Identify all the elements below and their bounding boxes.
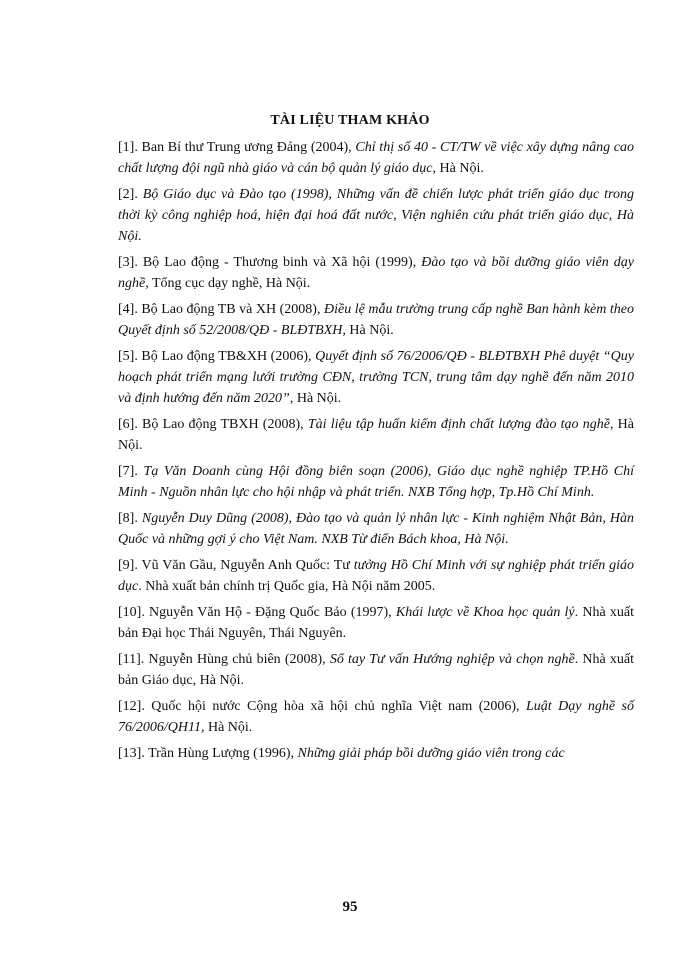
page-title: TÀI LIỆU THAM KHẢO: [270, 113, 430, 128]
reference-title-text: Tài liệu tập huấn kiểm định chất lượng đào tạo nghề: [307, 417, 610, 432]
reference-item: [118, 299, 634, 341]
reference-item: [118, 252, 634, 294]
reference-text: [13]. Trần Hùng Lượng (1996),: [118, 746, 298, 761]
reference-text: , Tổng cục dạy nghề, Hà Nội.: [145, 276, 311, 291]
reference-title-text: Tạ Văn Doanh cùng Hội đồng biên soạn (2006), Giáo dục nghề nghiệp TP.Hồ Chí Minh - Nguồn nhân lực cho hội nhập và phát triển. NXB Tổng hợp, Tp.Hồ Chí Minh.: [118, 464, 634, 500]
reference-title-text: Những giải pháp bồi dưỡng giáo viên trong các: [297, 746, 565, 761]
reference-item: [118, 184, 634, 247]
reference-title-text: tưởng Hồ Chí Minh với sự nghiệp phát triển giáo dục: [118, 558, 635, 594]
reference-text: , Hà Nội.: [432, 161, 484, 176]
reference-text: [8].: [118, 511, 142, 526]
reference-item: [118, 461, 634, 503]
reference-text: [11]. Nguyễn Hùng chủ biên (2008),: [118, 652, 330, 667]
reference-text: [1]. Ban Bí thư Trung ương Đảng (2004),: [118, 140, 356, 155]
reference-title-text: Sổ tay Tư vấn Hướng nghiệp và chọn nghề: [329, 652, 575, 667]
reference-text: [10]. Nguyễn Văn Hộ - Đặng Quốc Bảo (1997),: [118, 605, 396, 620]
reference-text: Hà Nội.: [345, 323, 394, 338]
reference-item: [118, 414, 634, 456]
reference-title-text: Đào tạo và bồi dưỡng giáo viên dạy nghề: [118, 255, 634, 291]
reference-text: . Nhà xuất bản chính trị Quốc gia, Hà Nội năm 2005.: [138, 579, 436, 594]
reference-title-text: Điều lệ mẫu trường trung cấp nghề Ban hành kèm theo Quyết định số 52/2008/QĐ - BLĐTBXH,: [118, 302, 634, 338]
reference-title-text: Khái lược về Khoa học quản lý: [395, 605, 575, 620]
reference-text: , Hà Nội.: [118, 417, 634, 453]
reference-text: [7].: [118, 464, 144, 479]
reference-text: . Nhà xuất bản Đại học Thái Nguyên, Thái Nguyên.: [118, 605, 634, 641]
reference-title-text: Luật Dạy nghề số 76/2006/QH11: [118, 699, 634, 735]
reference-text: [3]. Bộ Lao động - Thương binh và Xã hội (1999),: [118, 255, 422, 270]
reference-text: [12]. Quốc hội nước Cộng hòa xã hội chủ nghĩa Việt nam (2006),: [118, 699, 526, 714]
reference-title-text: Nguyễn Duy Dũng (2008), Đào tạo và quản lý nhân lực - Kinh nghiệm Nhật Bản, Hàn Quốc và những gợi ý cho Việt Nam. NXB Từ điển Bách khoa, Hà Nội.: [118, 511, 634, 547]
reference-text: [2].: [118, 187, 143, 202]
reference-item: [118, 346, 634, 409]
reference-item: [118, 137, 634, 179]
reference-list: [118, 137, 634, 769]
reference-text: [6]. Bộ Lao động TBXH (2008),: [118, 417, 308, 432]
reference-item: [118, 696, 634, 738]
reference-text: , Hà Nội.: [200, 720, 253, 735]
page-number: 95: [342, 899, 358, 915]
reference-item: [118, 743, 634, 764]
reference-text: [9]. Vũ Văn Gầu, Nguyễn Anh Quốc: Tư: [118, 558, 354, 573]
reference-text: , Hà Nội.: [289, 391, 342, 406]
reference-title-text: Chỉ thị số 40 - CT/TW về việc xây dựng nâng cao chất lượng đội ngũ nhà giáo và cán bộ quản lý giáo dục: [118, 140, 634, 176]
reference-text: . Nhà xuất bản Giáo dục, Hà Nội.: [118, 652, 634, 688]
reference-item: [118, 555, 634, 597]
reference-text: [5]. Bộ Lao động TB&XH (2006),: [118, 349, 316, 364]
reference-title-text: Quyết định số 76/2006/QĐ - BLĐTBXH Phê duyệt “Quy hoạch phát triển mạng lưới trường CĐN, trường TCN, trung tâm dạy nghề đến năm 2010 và định hướng đến năm 2020”: [118, 349, 634, 406]
reference-item: [118, 602, 634, 644]
reference-item: [118, 508, 634, 550]
reference-text: [4]. Bộ Lao động TB và XH (2008),: [118, 302, 324, 317]
reference-title-text: Bộ Giáo dục và Đào tạo (1998), Những vấn đề chiến lược phát triển giáo dục trong thời kỳ công nghiệp hoá, hiện đại hoá đất nước, Viện nghiên cứu phát triển giáo dục, Hà Nội.: [118, 187, 634, 244]
reference-item: [118, 649, 634, 691]
